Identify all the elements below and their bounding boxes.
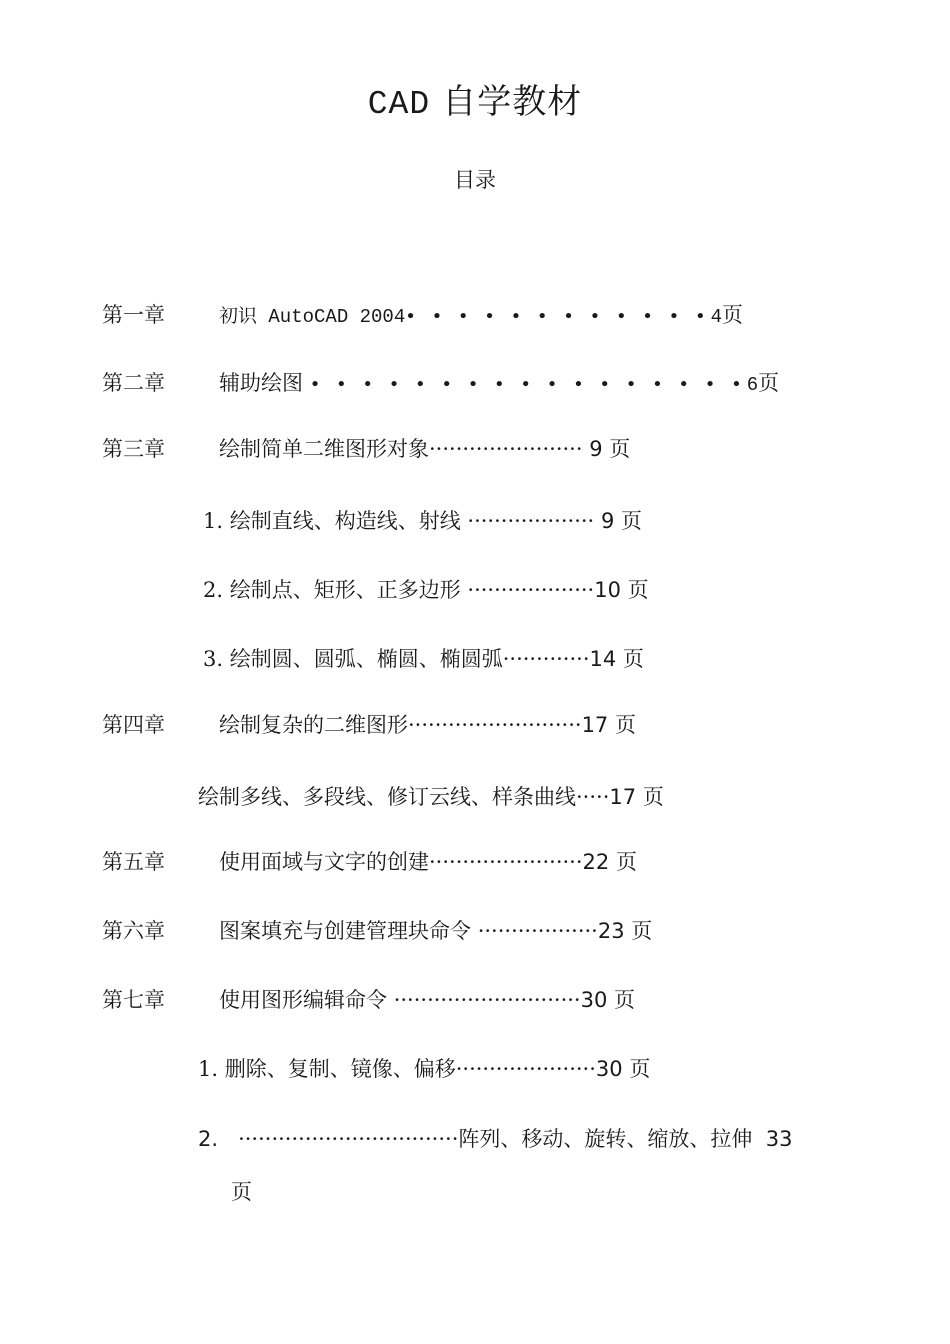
toc-page-unit: 页 — [609, 437, 631, 461]
toc-page: 10 — [594, 578, 621, 602]
toc-leader: ··················· — [467, 578, 595, 602]
toc-page-unit: 页 — [621, 509, 642, 533]
toc-leader: ······················· — [429, 437, 583, 461]
toc-title: 2. 绘制点、矩形、正多边形 — [203, 578, 461, 602]
toc-leader: ································· — [238, 1127, 459, 1151]
toc-leader: ······················· — [429, 850, 583, 874]
toc-page-unit: 页 — [629, 1057, 651, 1081]
toc-page: 30 — [595, 1057, 623, 1081]
toc-page-unit: 页 — [622, 647, 644, 671]
toc-leader: • • • • • • • • • • • • — [405, 306, 711, 327]
toc-leader: • • • • • • • • • • • • • • • • • — [309, 374, 747, 395]
toc-page: 4 — [710, 306, 722, 328]
toc-chapter: 第二章 — [102, 371, 165, 395]
toc-leader: ····· — [576, 785, 610, 809]
toc-title: 图案填充与创建管理块命令 — [219, 919, 471, 943]
toc-page: 6 — [746, 374, 759, 396]
toc-page-unit: 页 — [614, 988, 636, 1012]
title-latin: CAD — [367, 86, 431, 123]
toc-title: 初识 AutoCAD 2004 — [219, 306, 406, 328]
toc-page: 22 — [582, 850, 610, 874]
toc-title: 3. 绘制圆、圆弧、椭圆、椭圆弧 — [203, 647, 503, 671]
toc-chapter: 第一章 — [102, 303, 165, 327]
toc-page: 9 — [600, 509, 615, 533]
toc-page-unit: 页 — [642, 785, 664, 809]
toc-chapter: 第四章 — [102, 713, 165, 737]
toc-title: 1. 删除、复制、镜像、偏移 — [198, 1057, 456, 1081]
toc-chapter: 第三章 — [102, 437, 165, 461]
toc-page: 30 — [580, 988, 608, 1012]
toc-title: 绘制简单二维图形对象 — [219, 437, 429, 461]
toc-title: 使用面域与文字的创建 — [219, 850, 429, 874]
toc-page: 33 — [765, 1127, 793, 1151]
toc-page-unit: 页 — [615, 850, 637, 874]
toc-page-unit: 页 — [631, 919, 653, 943]
toc-leader: ·························· — [408, 713, 582, 737]
title-cjk: 自学教材 — [442, 82, 583, 122]
document-title — [0, 74, 950, 123]
toc-page: 23 — [597, 919, 625, 943]
toc-title: 阵列、移动、旋转、缩放、拉伸 — [458, 1127, 753, 1151]
toc-page: 17 — [609, 785, 637, 809]
toc-page: 17 — [581, 713, 609, 737]
toc-title: 辅助绘图 — [219, 371, 303, 395]
toc-page-unit: 页 — [231, 1180, 252, 1204]
toc-page-unit: 页 — [614, 713, 636, 737]
toc-leader: ············· — [502, 647, 590, 671]
toc-leader: ···························· — [393, 988, 581, 1012]
toc-leader: ····················· — [455, 1057, 596, 1081]
toc-heading: 目录 — [454, 168, 496, 192]
toc-title: 1. 绘制直线、构造线、射线 — [203, 509, 461, 533]
toc-page: 14 — [589, 647, 617, 671]
toc-leader: ··················· — [467, 509, 595, 533]
toc-chapter: 第五章 — [102, 850, 165, 874]
toc-number: 2. — [198, 1127, 219, 1151]
toc-title: 绘制复杂的二维图形 — [219, 713, 408, 737]
toc-page-unit: 页 — [627, 578, 649, 602]
toc-page: 9 — [589, 437, 603, 461]
toc-title: 使用图形编辑命令 — [219, 988, 387, 1012]
toc-chapter: 第六章 — [102, 919, 165, 943]
toc-page-unit: 页 — [758, 371, 780, 395]
toc-chapter: 第七章 — [102, 988, 165, 1012]
toc-title: 绘制多线、多段线、修订云线、样条曲线 — [198, 785, 576, 809]
toc-leader: ·················· — [477, 919, 598, 943]
toc-page-unit: 页 — [722, 303, 743, 327]
